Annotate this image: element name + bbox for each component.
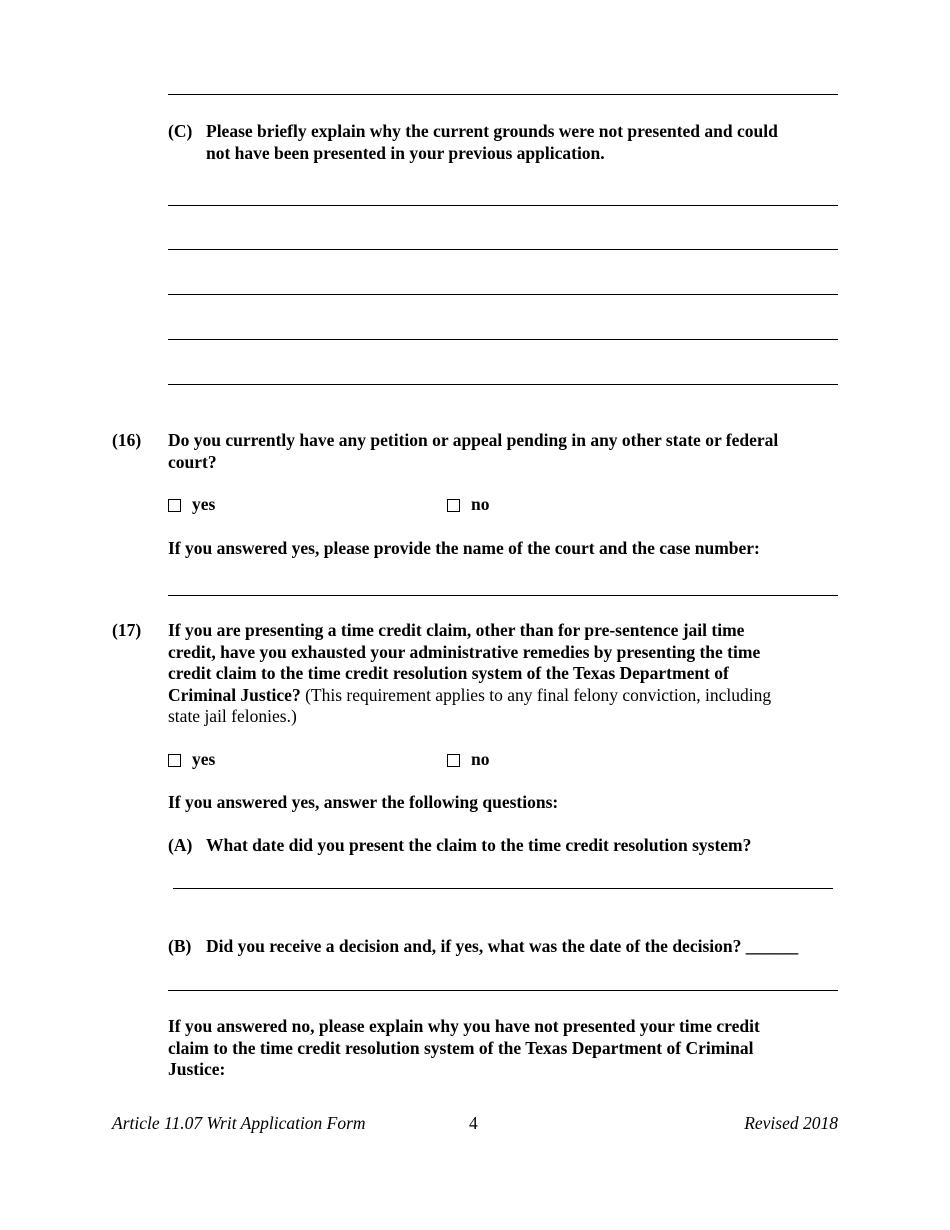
answer-line[interactable] xyxy=(168,990,838,991)
question-17-text xyxy=(168,620,848,728)
footer-form-name: Article 11.07 Writ Application Form xyxy=(112,1113,366,1133)
question-16-line2: court? xyxy=(168,451,217,472)
question-17-no-label: no xyxy=(471,749,490,769)
answer-line[interactable] xyxy=(168,249,838,250)
answer-line[interactable] xyxy=(168,294,838,295)
answer-line[interactable] xyxy=(173,888,833,889)
question-17-no-line1: If you answered no, please explain why you have not presented your time credit xyxy=(168,1016,760,1036)
question-17-yes-label: yes xyxy=(192,749,216,769)
section-c-question-line2: not have been presented in your previous application. xyxy=(206,142,605,163)
question-17-no-explanation xyxy=(168,1016,848,1081)
answer-line[interactable] xyxy=(168,384,838,385)
section-c-letter: (C) xyxy=(168,121,193,141)
section-c-question xyxy=(206,121,846,164)
question-17b-letter: (B) xyxy=(168,936,192,956)
answer-line[interactable] xyxy=(168,205,838,206)
question-17b-text: Did you receive a decision and, if yes, what was the date of the decision? ______ xyxy=(206,936,799,956)
question-17-line4-bold: Criminal Justice? xyxy=(168,684,301,705)
question-17-no-line3: Justice: xyxy=(168,1059,226,1079)
footer-revision: Revised 2018 xyxy=(744,1113,838,1133)
footer-page-number: 4 xyxy=(469,1113,478,1133)
question-17-no-line2: claim to the time credit resolution system of the Texas Department of Criminal xyxy=(168,1037,754,1058)
answer-line[interactable] xyxy=(168,94,838,95)
answer-line[interactable] xyxy=(168,595,838,596)
question-16-yes-checkbox[interactable] xyxy=(168,499,181,512)
question-17-line3: credit claim to the time credit resolution system of the Texas Department of xyxy=(168,663,729,683)
question-17-line2: credit, have you exhausted your administrative remedies by presenting the time xyxy=(168,641,761,662)
question-17-line1: If you are presenting a time credit claim, other than for pre-sentence jail time xyxy=(168,620,745,640)
question-17-line5: state jail felonies.) xyxy=(168,706,297,726)
question-16-no-label: no xyxy=(471,494,490,514)
question-17-number: (17) xyxy=(112,620,142,640)
question-17a-text: What date did you present the claim to the time credit resolution system? xyxy=(206,835,752,855)
question-16-text xyxy=(168,430,848,473)
question-16-number: (16) xyxy=(112,430,142,450)
question-16-line1: Do you currently have any petition or appeal pending in any other state or federal xyxy=(168,430,779,450)
question-17-no-checkbox[interactable] xyxy=(447,754,460,767)
section-c-question-line1: Please briefly explain why the current grounds were not presented and could xyxy=(206,121,778,141)
question-17-followup: If you answered yes, answer the following questions: xyxy=(168,792,559,812)
question-16-yes-label: yes xyxy=(192,494,216,514)
question-17a-letter: (A) xyxy=(168,835,193,855)
answer-line[interactable] xyxy=(168,339,838,340)
question-17-line4-normal: (This requirement applies to any final felony conviction, including xyxy=(300,684,772,705)
question-16-followup: If you answered yes, please provide the name of the court and the case number: xyxy=(168,538,760,558)
question-17-line4 xyxy=(168,685,848,707)
question-17-yes-checkbox[interactable] xyxy=(168,754,181,767)
question-16-no-checkbox[interactable] xyxy=(447,499,460,512)
